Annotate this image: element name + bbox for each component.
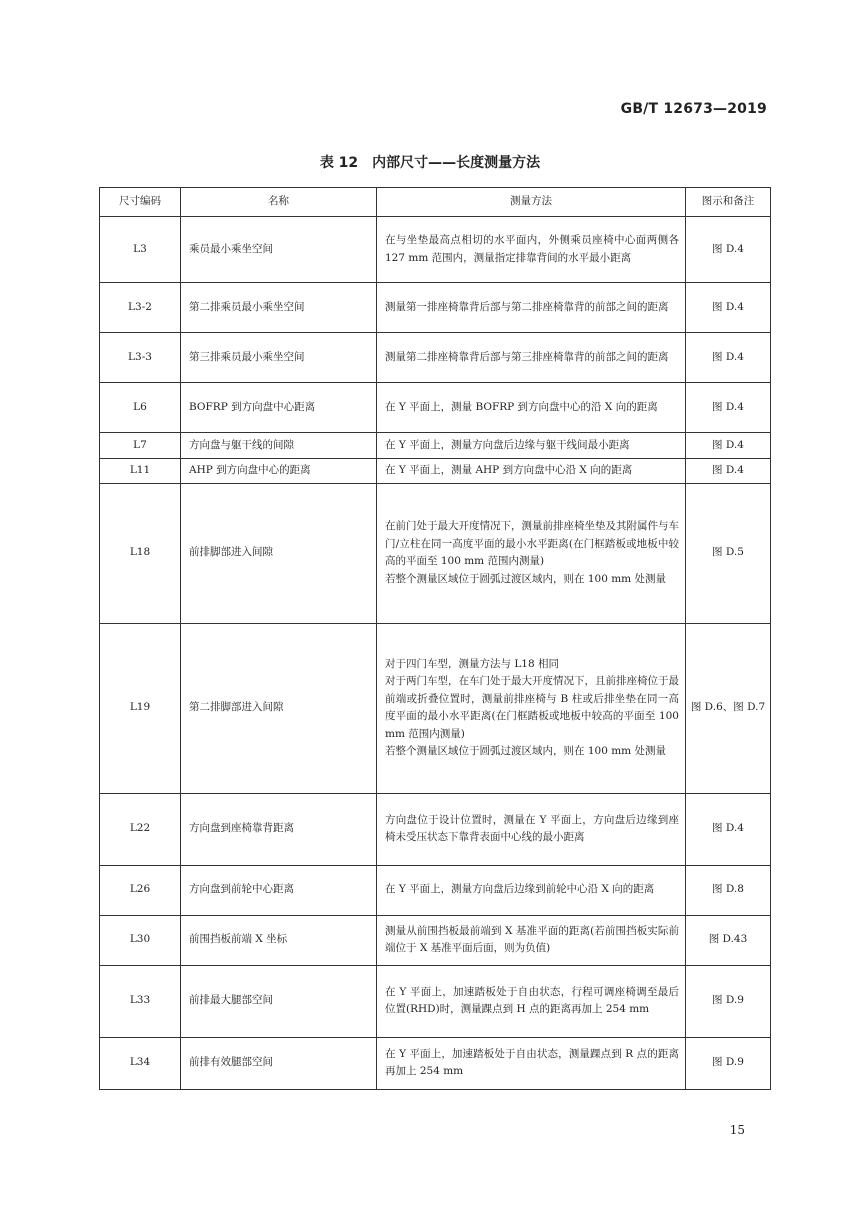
table-row (100, 1037, 771, 1089)
cell-method: 测量第二排座椅靠背后部与第三排座椅靠背的前部之间的距离 (377, 333, 686, 383)
cell-name: 前排最大腿部空间 (181, 965, 377, 1037)
cell-code: L7 (100, 433, 181, 459)
cell-code: L6 (100, 383, 181, 433)
cell-figure: 图 D.43 (686, 915, 771, 965)
cell-code: L34 (100, 1037, 181, 1089)
cell-figure: 图 D.8 (686, 865, 771, 915)
cell-method: 在 Y 平面上，加速踏板处于自由状态，行程可调座椅调至最后位置(RHD)时，测量踝点到 H 点的距离再加上 254 mm (377, 965, 686, 1037)
cell-name: BOFRP 到方向盘中心距离 (181, 383, 377, 433)
cell-figure: 图 D.5 (686, 483, 771, 623)
cell-figure: 图 D.4 (686, 793, 771, 865)
table-title: 表 12 内部尺寸——长度测量方法 (319, 155, 541, 171)
cell-figure: 图 D.4 (686, 459, 771, 484)
cell-method: 在 Y 平面上，测量 BOFRP 到方向盘中心的沿 X 向的距离 (377, 383, 686, 433)
cell-code: L33 (100, 965, 181, 1037)
measurement-table (99, 187, 771, 1090)
cell-figure: 图 D.9 (686, 1037, 771, 1089)
cell-name: AHP 到方向盘中心的距离 (181, 459, 377, 484)
table-row (100, 433, 771, 459)
cell-name: 前排脚部进入间隙 (181, 483, 377, 623)
cell-figure: 图 D.4 (686, 433, 771, 459)
cell-name: 方向盘到座椅靠背距离 (181, 793, 377, 865)
table-row (100, 383, 771, 433)
cell-figure: 图 D.4 (686, 217, 771, 283)
cell-name: 乘员最小乘坐空间 (181, 217, 377, 283)
cell-method: 在 Y 平面上，测量 AHP 到方向盘中心沿 X 向的距离 (377, 459, 686, 484)
cell-name: 第二排乘员最小乘坐空间 (181, 283, 377, 333)
cell-code: L3-3 (100, 333, 181, 383)
table-row (100, 623, 771, 793)
cell-name: 第三排乘员最小乘坐空间 (181, 333, 377, 383)
cell-code: L22 (100, 793, 181, 865)
cell-name: 第二排脚部进入间隙 (181, 623, 377, 793)
cell-method: 在前门处于最大开度情况下，测量前排座椅坐垫及其附属件与车门/立柱在同一高度平面的最小水平距离(在门框踏板或地板中较高的平面至 100 mm 范围内测量) 若整个测量区域位于圆弧过渡区域内，则在 100 mm 处测量 (377, 483, 686, 623)
cell-method: 方向盘位于设计位置时，测量在 Y 平面上，方向盘后边缘到座椅未受压状态下靠背表面中心线的最小距离 (377, 793, 686, 865)
cell-figure: 图 D.6、图 D.7 (686, 623, 771, 793)
cell-code: L3 (100, 217, 181, 283)
col-header-name: 名称 (181, 188, 377, 217)
cell-code: L26 (100, 865, 181, 915)
cell-method: 在与坐垫最高点相切的水平面内，外侧乘员座椅中心面两侧各 127 mm 范围内，测量指定排靠背间的水平最小距离 (377, 217, 686, 283)
cell-code: L19 (100, 623, 181, 793)
cell-name: 方向盘与躯干线的间隙 (181, 433, 377, 459)
table-row (100, 459, 771, 484)
cell-name: 方向盘到前轮中心距离 (181, 865, 377, 915)
cell-code: L3-2 (100, 283, 181, 333)
cell-method: 在 Y 平面上，测量方向盘后边缘与躯干线间最小距离 (377, 433, 686, 459)
cell-method: 测量从前围挡板最前端到 X 基准平面的距离(若前围挡板实际前端位于 X 基准平面后面，则为负值) (377, 915, 686, 965)
table-row (100, 217, 771, 283)
table-row (100, 915, 771, 965)
table-row (100, 965, 771, 1037)
cell-code: L30 (100, 915, 181, 965)
cell-name: 前排有效腿部空间 (181, 1037, 377, 1089)
table-header-row (100, 188, 771, 217)
cell-code: L11 (100, 459, 181, 484)
table-row (100, 283, 771, 333)
cell-figure: 图 D.4 (686, 383, 771, 433)
cell-figure: 图 D.9 (686, 965, 771, 1037)
page-number: 15 (729, 1123, 745, 1137)
cell-figure: 图 D.4 (686, 283, 771, 333)
cell-code: L18 (100, 483, 181, 623)
table-row (100, 865, 771, 915)
cell-method: 在 Y 平面上，加速踏板处于自由状态，测量踝点到 R 点的距离再加上 254 mm (377, 1037, 686, 1089)
table-row (100, 793, 771, 865)
col-header-method: 测量方法 (377, 188, 686, 217)
cell-method: 在 Y 平面上，测量方向盘后边缘到前轮中心沿 X 向的距离 (377, 865, 686, 915)
cell-figure: 图 D.4 (686, 333, 771, 383)
cell-method: 测量第一排座椅靠背后部与第二排座椅靠背的前部之间的距离 (377, 283, 686, 333)
cell-method: 对于四门车型，测量方法与 L18 相同 对于两门车型，在车门处于最大开度情况下，且前排座椅位于最前端或折叠位置时，测量前排座椅与 B 柱或后排坐垫在同一高度平面的最小水平距离(在门框踏板或地板中较高的平面至 100 mm 范围内测量) 若整个测量区域位于圆弧过渡区域内，则在 100 mm 处测量 (377, 623, 686, 793)
table-row (100, 483, 771, 623)
table-row (100, 333, 771, 383)
standard-id: GB/T 12673—2019 (620, 101, 767, 117)
col-header-code: 尺寸编码 (100, 188, 181, 217)
col-header-figure: 图示和备注 (686, 188, 771, 217)
cell-name: 前围挡板前端 X 坐标 (181, 915, 377, 965)
